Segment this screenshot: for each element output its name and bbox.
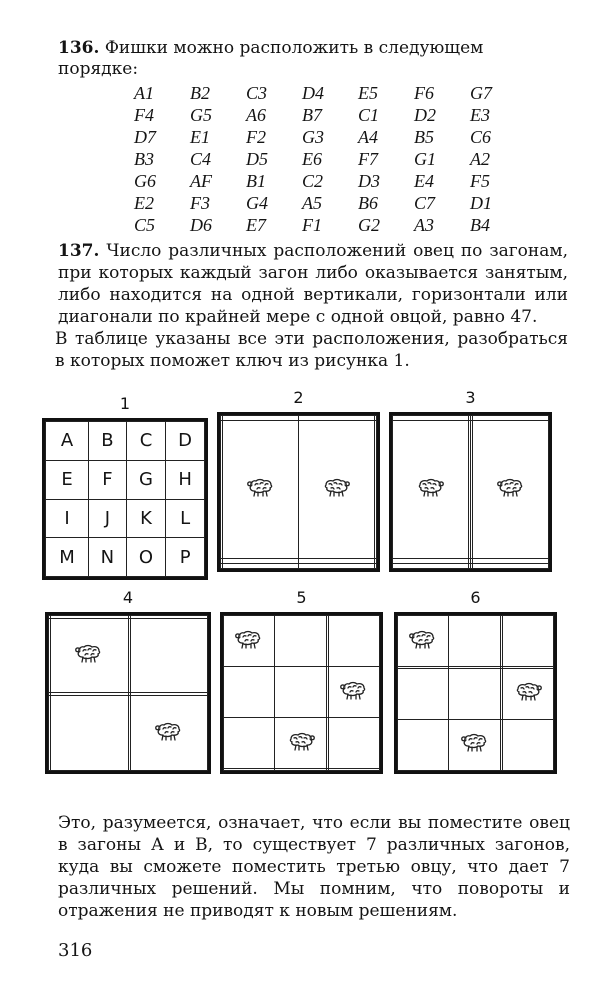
pen-cell <box>449 719 500 770</box>
arrangement-cell: A5 <box>302 192 322 213</box>
figure-label: 2 <box>293 388 304 407</box>
grid-row <box>49 696 208 771</box>
arrangement-cell: B6 <box>358 192 378 213</box>
grid-row <box>46 499 205 538</box>
pen-cell: N <box>89 538 127 577</box>
arrangement-row <box>134 126 526 148</box>
pen-cell <box>374 564 376 569</box>
sheep-icon <box>234 628 264 650</box>
grid-row <box>224 667 380 718</box>
sheep-icon <box>513 680 543 702</box>
arrangement-cell: E4 <box>414 170 434 191</box>
pen-cell: K <box>126 499 166 538</box>
pen-cell <box>299 420 375 558</box>
grid-row <box>224 616 380 667</box>
pen-cell <box>51 618 128 693</box>
pen-cell <box>398 668 449 719</box>
arrangement-cell: A2 <box>470 148 490 169</box>
problem-note: В таблице указаны все эти расположения, разобраться в которых поможет ключ из рисунка 1. <box>55 329 568 371</box>
arrangement-cell: A6 <box>246 104 266 125</box>
grid-row <box>224 769 380 771</box>
arrangement-cell: C6 <box>470 126 492 147</box>
arrangement-cell: E1 <box>190 126 210 147</box>
figure-4 <box>45 588 211 774</box>
pen-cell <box>374 420 376 558</box>
conclusion-text: Это, разумеется, означает, что если вы поместите овец в загоны А и В, то существует 7 различных загонов, куда вы сможете поместить третью овцу, что дает 7 различных решений. Мы помним, что повороты и отражения не приводят к новым решениям. <box>58 813 570 921</box>
sheep-icon <box>74 642 104 664</box>
arrangement-cell: D3 <box>358 170 380 191</box>
grid-row <box>393 420 549 558</box>
problem-137 <box>55 240 568 372</box>
arrangement-cell: D6 <box>190 214 212 235</box>
arrangement-cell: E5 <box>358 82 378 103</box>
arrangement-cell: A3 <box>414 214 434 235</box>
pen-cell <box>224 769 275 771</box>
conclusion-paragraph <box>58 812 570 922</box>
sheep-icon <box>460 731 490 753</box>
figure-label: 5 <box>296 588 307 607</box>
pen-cell <box>328 667 379 718</box>
grid-row <box>224 718 380 769</box>
pen-cell <box>299 564 375 569</box>
pen-cell: I <box>46 499 89 538</box>
arrangement-row <box>134 104 526 126</box>
arrangement-cell: D2 <box>414 104 436 125</box>
arrangement-cell: C2 <box>302 170 324 191</box>
arrangement-cell: B7 <box>302 104 322 125</box>
sheep-icon <box>339 679 369 701</box>
arrangement-cell: D7 <box>134 126 156 147</box>
pen-cell <box>473 420 549 558</box>
grid-row <box>393 564 549 569</box>
pen-cell <box>130 696 207 771</box>
arrangement-cell: G3 <box>302 126 324 147</box>
grid-row <box>46 460 205 499</box>
pen-cell: O <box>126 538 166 577</box>
arrangement-cell: A4 <box>358 126 378 147</box>
sheep-icon <box>408 628 438 650</box>
arrangement-cell: D4 <box>302 82 324 103</box>
pen-cell: J <box>89 499 127 538</box>
pen-cell: G <box>126 460 166 499</box>
arrangement-cell: G4 <box>246 192 268 213</box>
arrangement-row <box>134 214 526 236</box>
pen-cell <box>224 616 275 667</box>
pen-cell <box>224 667 275 718</box>
problem-number: 136. <box>58 38 100 58</box>
arrangement-cell: C7 <box>414 192 436 213</box>
pen-cell: L <box>166 499 205 538</box>
grid-row <box>49 618 208 693</box>
arrangement-cell: B2 <box>190 82 210 103</box>
pen-cell <box>275 667 326 718</box>
pen-cell <box>473 564 549 569</box>
pen-cell: C <box>126 422 166 461</box>
figure-2 <box>217 388 380 572</box>
pen-cell: A <box>46 422 89 461</box>
grid-row <box>398 719 554 770</box>
pen-cell: M <box>46 538 89 577</box>
arrangement-cell: F3 <box>190 192 210 213</box>
pen-cell <box>502 719 553 770</box>
arrangement-cell: F4 <box>134 104 154 125</box>
page-number: 316 <box>58 940 93 961</box>
arrangement-row <box>134 170 526 192</box>
arrangement-cell: AF <box>190 170 212 191</box>
pen-cell <box>398 616 449 667</box>
problem-text: Фишки можно расположить в следующем порядке: <box>58 38 484 79</box>
grid-row <box>46 538 205 577</box>
figure-6 <box>394 588 557 774</box>
pen-cell <box>502 616 553 667</box>
grid-row <box>46 422 205 461</box>
pen-cell <box>328 769 379 771</box>
problem-136 <box>58 38 558 80</box>
arrangement-cell: E3 <box>470 104 490 125</box>
sheep-icon <box>246 476 276 498</box>
grid-row <box>221 564 377 569</box>
arrangement-cell: E7 <box>246 214 266 235</box>
arrangement-cell: F2 <box>246 126 266 147</box>
arrangement-cell: B4 <box>470 214 490 235</box>
arrangement-cell: G2 <box>358 214 380 235</box>
arrangement-cell: G6 <box>134 170 156 191</box>
pen-cell: B <box>89 422 127 461</box>
pen-cell <box>502 668 553 719</box>
problem-number: 137. <box>58 241 100 261</box>
pen-cell <box>393 420 469 558</box>
pen-cell <box>328 718 379 769</box>
arrangement-cell: G5 <box>190 104 212 125</box>
sheep-icon <box>154 720 184 742</box>
pen-cell: D <box>166 422 205 461</box>
arrangement-cell: D5 <box>246 148 268 169</box>
pen-cell <box>130 618 207 693</box>
arrangement-cell: F7 <box>358 148 378 169</box>
pen-cell <box>328 616 379 667</box>
figure-label: 3 <box>465 388 476 407</box>
arrangement-row <box>134 82 526 104</box>
pen-cell: H <box>166 460 205 499</box>
pen-cell: E <box>46 460 89 499</box>
pen-cell <box>275 718 326 769</box>
arrangement-cell: E2 <box>134 192 154 213</box>
figure-5 <box>220 588 383 774</box>
arrangement-cell: A1 <box>134 82 154 103</box>
arrangement-row <box>134 192 526 214</box>
figure-label: 4 <box>122 588 134 607</box>
arrangement-cell: B5 <box>414 126 434 147</box>
pen-cell <box>449 616 500 667</box>
sheep-icon <box>415 476 445 498</box>
arrangement-cell: C3 <box>246 82 268 103</box>
arrangement-cell: F1 <box>302 214 322 235</box>
problem-text: Число различных расположений овец по загонам, при которых каждый загон либо оказывается занятым, либо находится на одной вертикали, горизонтали или диагонали по крайней мере с одной овцой, равно 47. <box>58 241 568 327</box>
pen-cell <box>449 668 500 719</box>
figure-label: 6 <box>470 588 481 607</box>
arrangement-cell: G7 <box>470 82 492 103</box>
pen-cell: F <box>89 460 127 499</box>
arrangement-cell: C5 <box>134 214 156 235</box>
arrangement-cell: B1 <box>246 170 266 191</box>
grid-row <box>221 420 377 558</box>
grid-row <box>398 616 554 667</box>
arrangement-cell: F6 <box>414 82 434 103</box>
sheep-icon <box>496 476 526 498</box>
figure-label: 1 <box>119 394 131 413</box>
pen-cell <box>224 718 275 769</box>
arrangement-row <box>134 148 526 170</box>
pen-cell <box>51 696 128 771</box>
pen-cell <box>398 719 449 770</box>
pen-cell <box>223 564 299 569</box>
arrangement-cell: C1 <box>358 104 380 125</box>
arrangement-cell: E6 <box>302 148 322 169</box>
pen-cell: P <box>166 538 205 577</box>
arrangement-cell: D1 <box>470 192 492 213</box>
arrangement-table <box>134 82 526 236</box>
arrangement-cell: B3 <box>134 148 154 169</box>
sheep-icon <box>321 476 351 498</box>
arrangement-cell: F5 <box>470 170 490 191</box>
figure-1 <box>42 394 208 580</box>
pen-cell <box>275 616 326 667</box>
pen-cell <box>275 769 326 771</box>
pen-cell <box>223 420 299 558</box>
sheep-icon <box>286 730 316 752</box>
pen-cell <box>393 564 469 569</box>
arrangement-cell: G1 <box>414 148 436 169</box>
grid-row <box>398 668 554 719</box>
figure-3 <box>389 388 552 572</box>
arrangement-cell: C4 <box>190 148 212 169</box>
